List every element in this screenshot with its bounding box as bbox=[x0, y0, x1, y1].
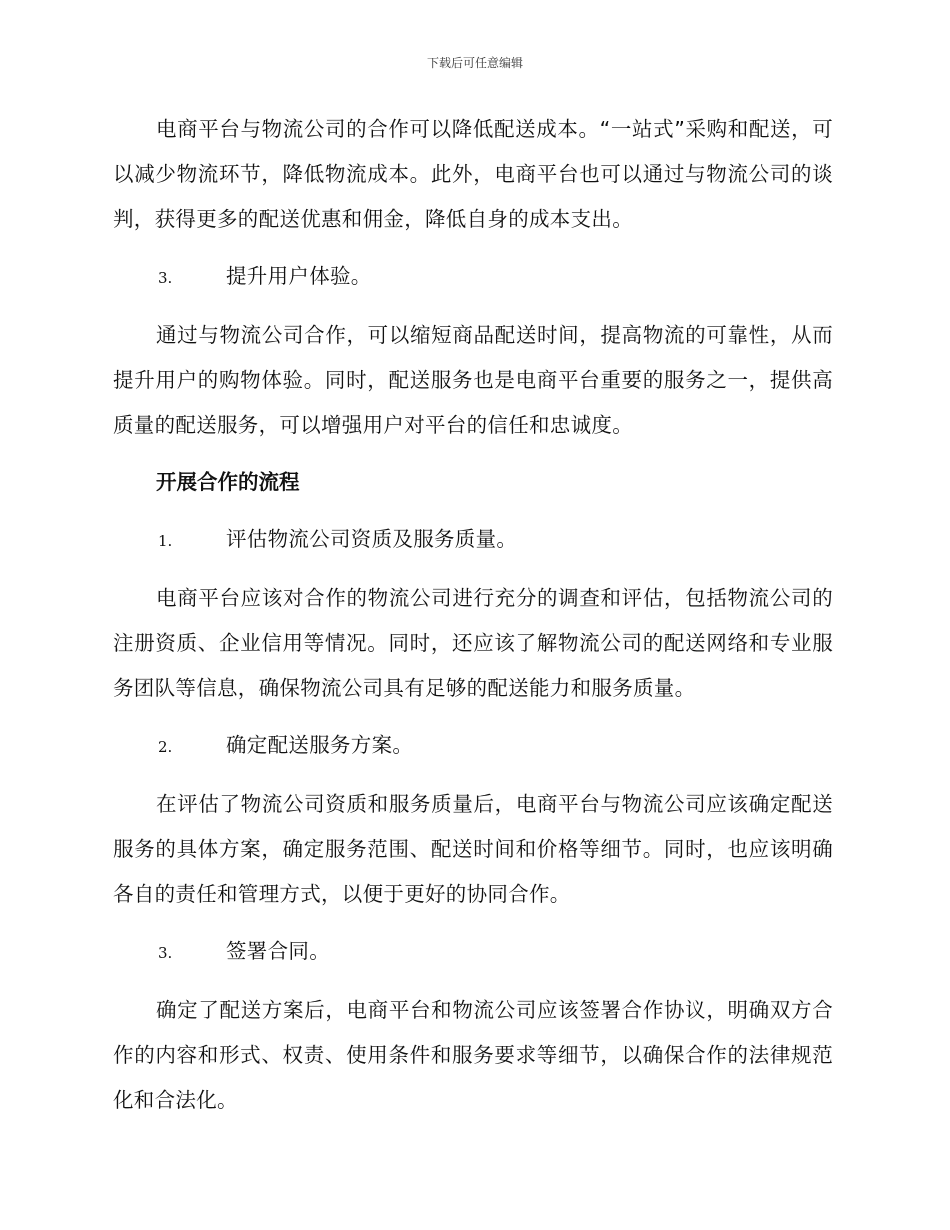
list-number: 1. bbox=[158, 532, 173, 550]
list-number: 3. bbox=[158, 269, 173, 287]
paragraph-user-experience: 通过与物流公司合作，可以缩短商品配送时间，提高物流的可靠性，从而提升用户的购物体验。同时，配送服务也是电商平台重要的服务之一，提供高质量的配送服务，可以增强用户对平台的信任和忠诚度。 bbox=[113, 323, 833, 437]
list-text: 评估物流公司资质及服务质量。 bbox=[226, 527, 518, 551]
list-text: 签署合同。 bbox=[226, 939, 330, 963]
list-item-improve-experience bbox=[113, 254, 833, 301]
list-text: 确定配送服务方案。 bbox=[226, 733, 414, 757]
list-item-evaluate bbox=[113, 517, 833, 564]
document-body bbox=[113, 107, 833, 1135]
list-item-contract bbox=[113, 929, 833, 976]
paragraph-cost-reduction: 电商平台与物流公司的合作可以降低配送成本。“一站式”采购和配送，可以减少物流环节，降低物流成本。此外，电商平台也可以通过与物流公司的谈判，获得更多的配送优惠和佣金，降低自身的成本支出。 bbox=[113, 117, 833, 231]
paragraph-plan: 在评估了物流公司资质和服务质量后，电商平台与物流公司应该确定配送服务的具体方案，确定服务范围、配送时间和价格等细节。同时，也应该明确各自的责任和管理方式，以便于更好的协同合作。 bbox=[113, 792, 833, 906]
section-heading: 开展合作的流程 bbox=[156, 470, 300, 494]
list-item-plan bbox=[113, 723, 833, 770]
paragraph-evaluate: 电商平台应该对合作的物流公司进行充分的调查和评估，包括物流公司的注册资质、企业信用等情况。同时，还应该了解物流公司的配送网络和专业服务团队等信息，确保物流公司具有足够的配送能力和服务质量。 bbox=[113, 586, 833, 700]
list-number: 2. bbox=[158, 738, 173, 756]
list-text: 提升用户体验。 bbox=[226, 264, 372, 288]
list-number: 3. bbox=[158, 944, 173, 962]
header-note: 下载后可任意编辑 bbox=[426, 56, 523, 70]
paragraph-contract: 确定了配送方案后，电商平台和物流公司应该签署合作协议，明确双方合作的内容和形式、权责、使用条件和服务要求等细节，以确保合作的法律规范化和合法化。 bbox=[113, 998, 833, 1112]
